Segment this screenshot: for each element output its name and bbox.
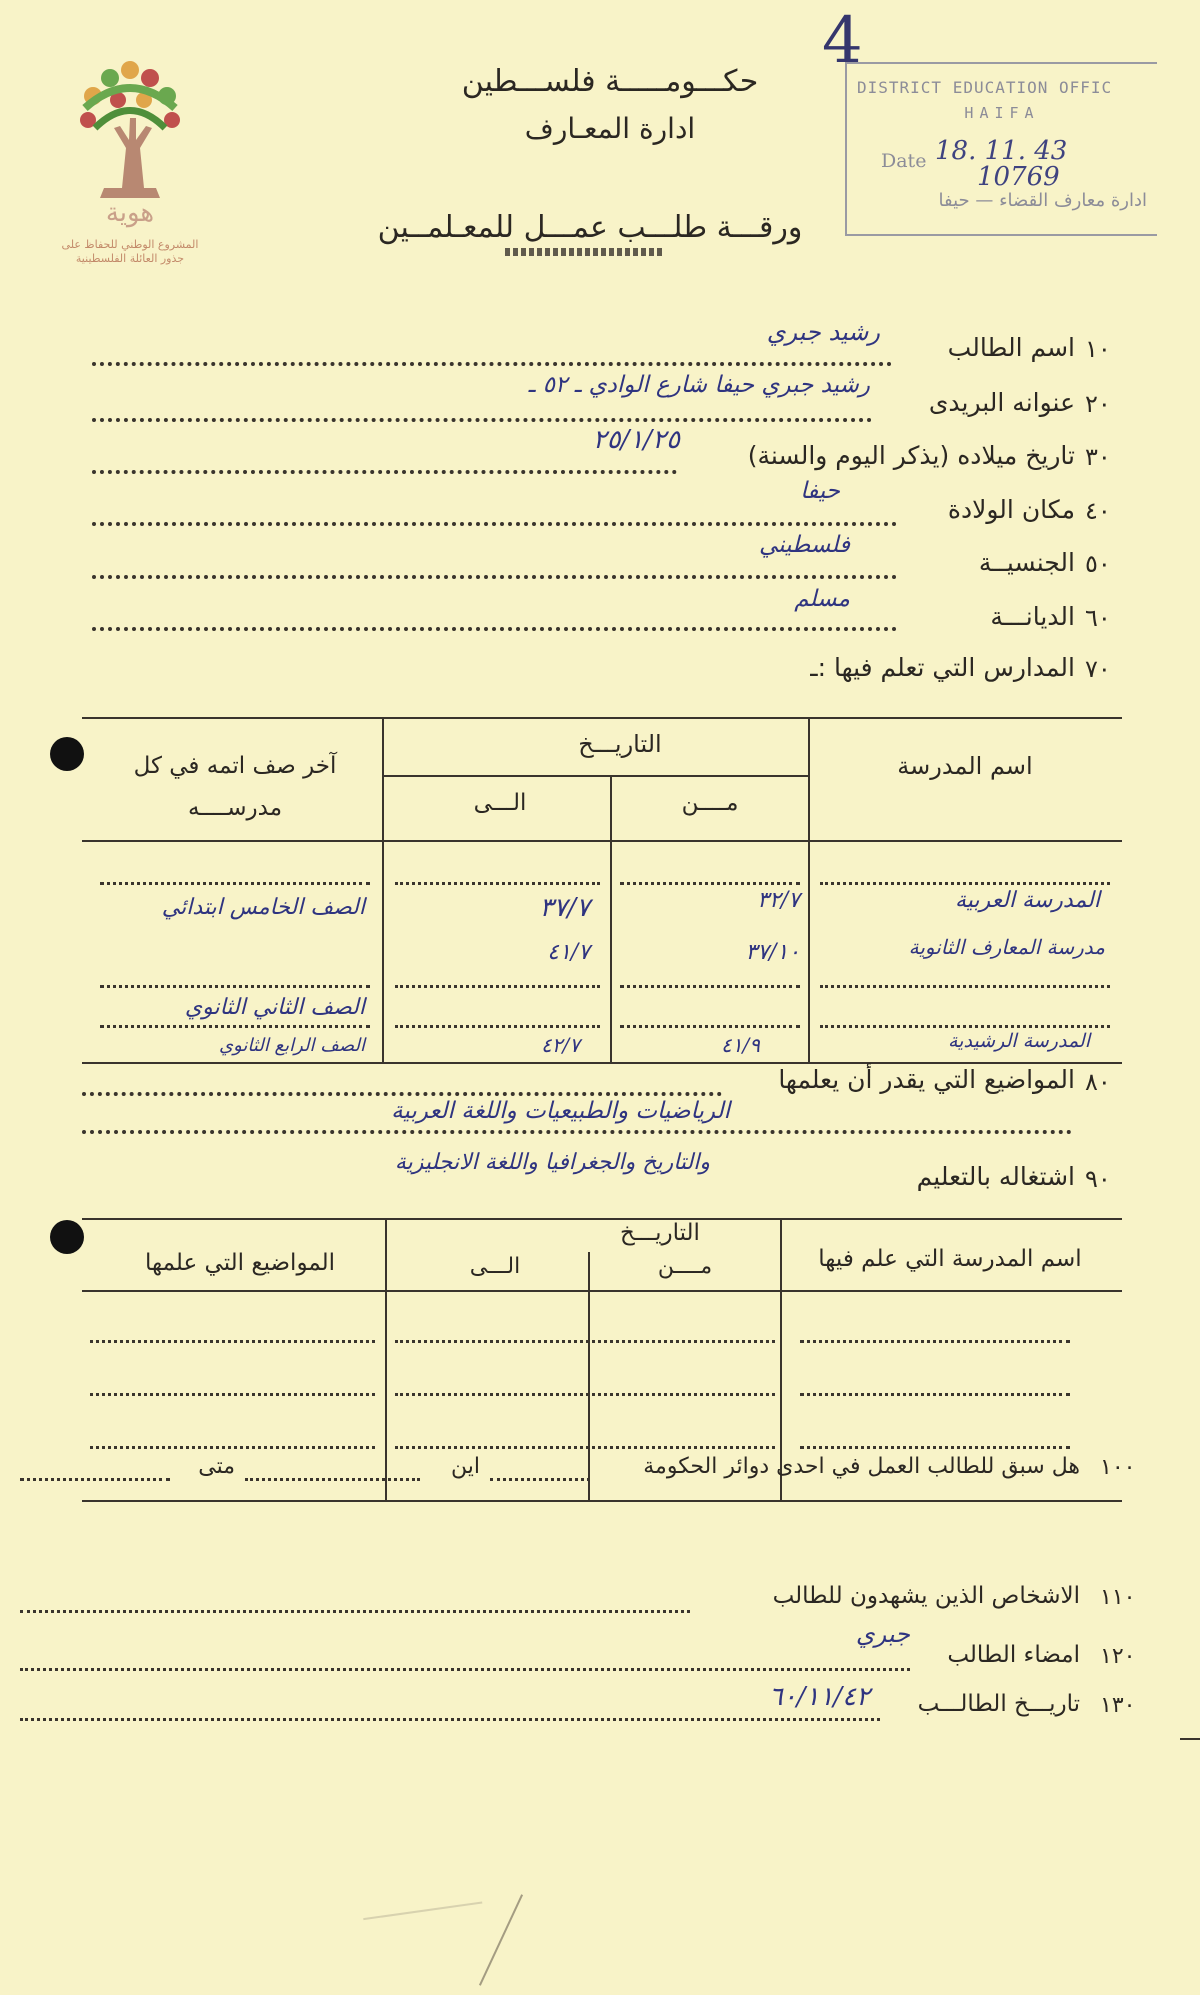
field-value: مسلم bbox=[794, 586, 850, 612]
field-value: ٢٥/١/٢٥ bbox=[592, 425, 680, 455]
government-title: حكـــومـــــة فلســـطين bbox=[461, 64, 759, 99]
faint-pencil-mark bbox=[358, 1862, 483, 1920]
field-label: تاريـــخ الطالـــب bbox=[917, 1691, 1080, 1717]
stamp-date-value: 18. 11. 43 bbox=[935, 136, 1068, 166]
school-row-2-from: ٣٧/١٠ bbox=[745, 940, 800, 965]
stamp-date-label: Date bbox=[881, 150, 927, 172]
stamp-line-1: DISTRICT EDUCATION OFFIC bbox=[857, 78, 1113, 97]
field-label: عنوانه البريدى bbox=[928, 388, 1075, 417]
logo-name: هوية bbox=[105, 198, 155, 228]
application-date: ٦٠/١١/٤٢ bbox=[768, 1682, 870, 1712]
teaching-col-subjects: المواضيع التي علمها bbox=[144, 1250, 336, 1276]
signature: جبري bbox=[855, 1620, 910, 1648]
field-num: ١٠٠ bbox=[1100, 1455, 1136, 1480]
school-row-3-to: ٤٢/٧ bbox=[541, 1033, 580, 1057]
logo bbox=[60, 48, 200, 268]
department-title: ادارة المعـارف bbox=[524, 112, 696, 145]
field-num: ٤٠ bbox=[1085, 497, 1111, 525]
field-label: المدارس التي تعلم فيها :ـ bbox=[810, 653, 1075, 682]
school-row-3-name: المدرسة الرشيدية bbox=[948, 1030, 1090, 1052]
teaching-col-to: الـــى bbox=[469, 1254, 521, 1279]
school-row-1-grade: الصف الخامس ابتدائي bbox=[161, 895, 365, 920]
field-when-label: متى bbox=[198, 1454, 235, 1479]
field-label: امضاء الطالب bbox=[947, 1642, 1080, 1668]
edge-mark bbox=[1180, 1738, 1200, 1740]
school-row-1-name: المدرسة العربية bbox=[954, 888, 1100, 913]
field-label: هل سبق للطالب العمل في احدى دوائر الحكومة bbox=[643, 1454, 1080, 1479]
col-last-grade-header: آخر صف اتمه في كل مدرســــه bbox=[133, 753, 337, 821]
district-stamp bbox=[845, 62, 1157, 236]
subjects-line-1: الرياضيات والطبيعيات واللغة العربية bbox=[391, 1098, 730, 1124]
col-school-header: اسم المدرسة bbox=[897, 752, 1033, 780]
field-num: ٦٠ bbox=[1085, 604, 1111, 632]
field-num: ٣٠ bbox=[1085, 443, 1111, 471]
field-label: الديانـــة bbox=[990, 602, 1075, 631]
field-label: اسم الطالب bbox=[947, 333, 1075, 362]
title-ornament bbox=[505, 248, 665, 256]
field-label: مكان الولادة bbox=[947, 495, 1075, 524]
school-row-2-to: ٤١/٧ bbox=[547, 940, 590, 965]
field-value: رشيد جبري bbox=[766, 318, 880, 346]
logo-caption-1: المشروع الوطني للحفاظ على bbox=[61, 238, 199, 251]
stamp-line-4: ادارة معارف القضاء — حيفا bbox=[938, 190, 1147, 211]
field-label: اشتغاله بالتعليم bbox=[916, 1162, 1075, 1191]
field-num: ١٢٠ bbox=[1100, 1644, 1136, 1669]
field-where-label: اين bbox=[451, 1454, 480, 1479]
faint-stroke bbox=[479, 1894, 523, 1985]
school-row-2-name: مدرسة المعارف الثانوية bbox=[908, 935, 1105, 959]
form-title: ورقـــة طلـــب عمـــل للمعـلمــين bbox=[377, 210, 803, 245]
punch-hole-icon bbox=[50, 737, 84, 771]
field-num: ١٠ bbox=[1085, 335, 1111, 363]
field-num: ١١٠ bbox=[1100, 1585, 1136, 1610]
col-date-header: التاريـــخ bbox=[578, 730, 662, 758]
school-row-3-from: ٤١/٩ bbox=[721, 1033, 760, 1057]
stamp-line-2: HAIFA bbox=[964, 104, 1040, 122]
school-row-2-grade: الصف الثاني الثانوي bbox=[184, 995, 365, 1020]
field-num: ٨٠ bbox=[1085, 1068, 1111, 1096]
field-num: ٥٠ bbox=[1085, 550, 1111, 578]
school-row-1-from: ٣٢/٧ bbox=[757, 888, 800, 913]
field-label: الاشخاص الذين يشهدون للطالب bbox=[772, 1583, 1080, 1609]
page-number: 4 bbox=[822, 4, 863, 78]
school-row-1-to: ٣٧/٧ bbox=[539, 893, 590, 923]
field-num: ٢٠ bbox=[1085, 390, 1111, 418]
field-num: ٧٠ bbox=[1085, 655, 1111, 683]
teaching-col-date: التاريـــخ bbox=[620, 1220, 700, 1246]
field-value: فلسطيني bbox=[758, 532, 850, 558]
field-value: رشيد جبري حيفا شارع الوادي ـ ٥٢ ـ bbox=[528, 372, 870, 398]
teaching-col-school: اسم المدرسة التي علم فيها bbox=[818, 1246, 1082, 1272]
col-from-header: مــــن bbox=[681, 790, 739, 816]
field-label: تاريخ ميلاده (يذكر اليوم والسنة) bbox=[747, 441, 1075, 470]
tree-logo-icon bbox=[60, 48, 200, 198]
logo-caption-2: جذور العائلة الفلسطينية bbox=[75, 252, 185, 265]
field-num: ١٣٠ bbox=[1100, 1693, 1136, 1718]
field-value: حيفا bbox=[800, 478, 840, 504]
field-label: الجنسيــة bbox=[978, 548, 1075, 577]
stamp-ref-number: 10769 bbox=[977, 162, 1060, 192]
col-to-header: الـــى bbox=[473, 790, 527, 816]
field-label: المواضيع التي يقدر أن يعلمها bbox=[778, 1065, 1075, 1094]
field-num: ٩٠ bbox=[1085, 1165, 1111, 1193]
school-row-3-grade: الصف الرابع الثانوي bbox=[219, 1035, 365, 1056]
teaching-col-from: مــــن bbox=[657, 1254, 713, 1279]
punch-hole-icon bbox=[50, 1220, 84, 1254]
subjects-line-2: والتاريخ والجغرافيا واللغة الانجليزية bbox=[394, 1150, 710, 1175]
